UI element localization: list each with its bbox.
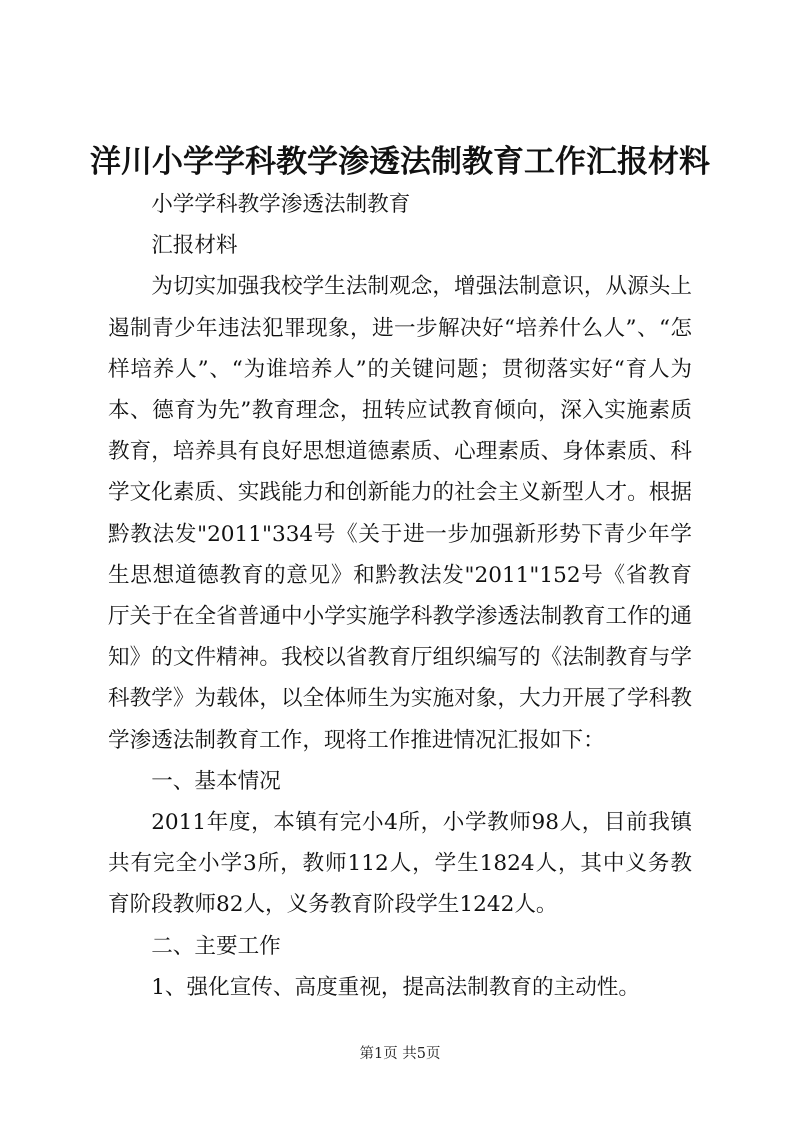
page-number-footer: 第1页 共5页 <box>359 1046 441 1062</box>
document-body <box>108 184 692 1008</box>
body-paragraph: 为切实加强我校学生法制观念，增强法制意识，从源头上遏制青少年违法犯罪现象，进一步解决好“培养什么人”、“怎样培养人”、“为谁培养人”的关键问题；贯彻落实好“育人为本、德育为先”教育理念，扭转应试教育倾向，深入实施素质教育，培养具有良好思想道德素质、心理素质、身体素质、科学文化素质、实践能力和创新能力的社会主义新型人才。根据黔教法发"2011"334号《关于进一步加强新形势下青少年学生思想道德教育的意见》和黔教法发"2011"152号《省教育厅关于在全省普通中小学实施学科教学渗透法制教育工作的通知》的文件精神。我校以省教育厅组织编写的《法制教育与学科教学》为载体，以全体师生为实施对象，大力开展了学科教学渗透法制教育工作，现将工作推进情况汇报如下： <box>108 274 692 753</box>
section-heading: 一、基本情况 <box>151 768 281 794</box>
subtitle-line: 汇报材料 <box>151 233 238 259</box>
body-paragraph: 1、强化宣传、高度重视，提高法制教育的主动性。 <box>151 974 640 1000</box>
section-heading: 二、主要工作 <box>151 933 281 959</box>
subtitle-line: 小学学科教学渗透法制教育 <box>151 192 411 217</box>
body-paragraph: 2011年度，本镇有完小4所，小学教师98人，目前我镇共有完全小学3所，教师112人，学生1824人，其中义务教育阶段教师82人，义务教育阶段学生1242人。 <box>108 810 692 918</box>
document-title: 洋川小学学科教学渗透法制教育工作汇报材料 <box>90 144 710 180</box>
